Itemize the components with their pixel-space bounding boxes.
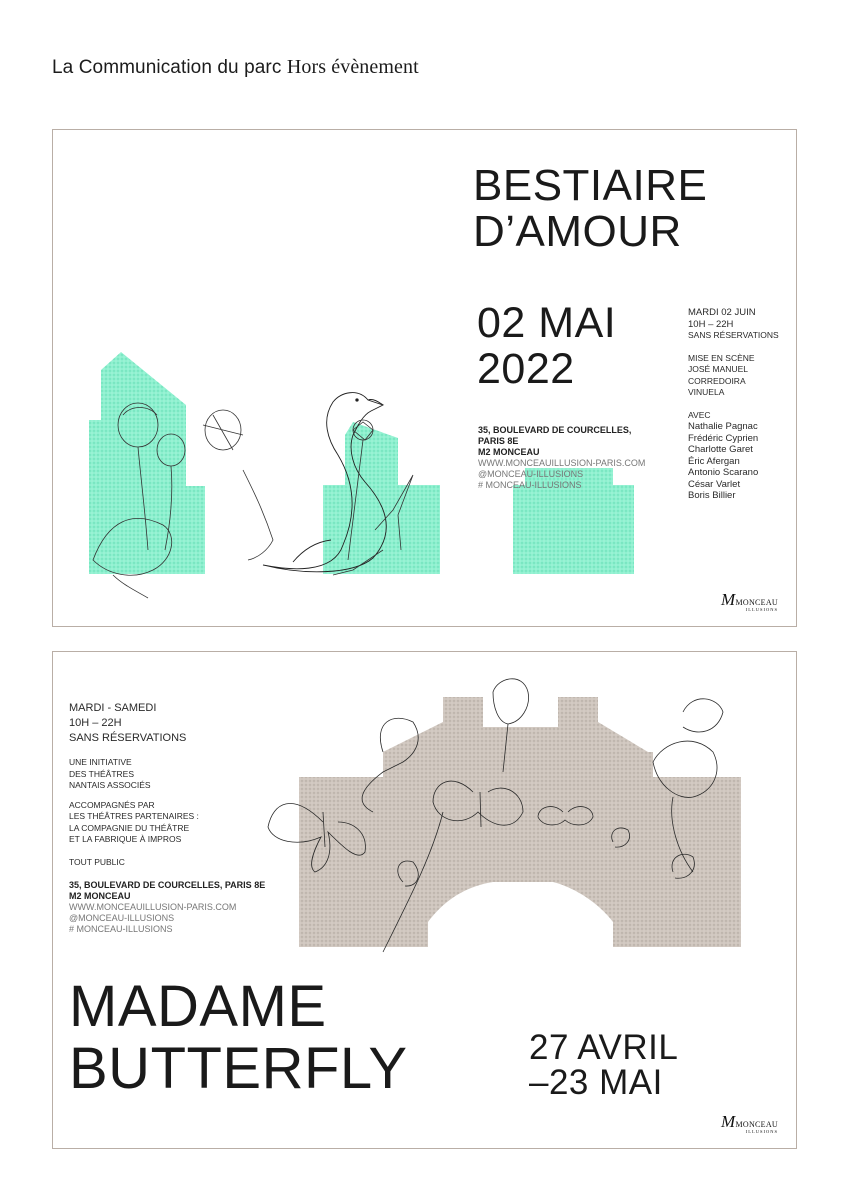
poster1-date-line2: 2022 <box>477 345 575 393</box>
poster1-cast-4: Antonio Scarano <box>688 467 759 478</box>
poster2-title-line2: BUTTERFLY <box>69 1036 408 1101</box>
poster2-initiative-2: NANTAIS ASSOCIÉS <box>69 780 151 790</box>
poster2-audience: TOUT PUBLIC <box>69 856 125 867</box>
poster2-link-0: WWW.MONCEAUILLUSION-PARIS.COM <box>69 902 237 912</box>
poster2-logo-text: MONCEAU <box>735 1120 779 1129</box>
poster2-link-2: # MONCEAU-ILLUSIONS <box>69 924 173 934</box>
poster2-title <box>69 976 408 1100</box>
header-serif-text: Hors évènement <box>286 56 419 78</box>
poster1-cast-0: Nathalie Pagnac <box>688 421 758 432</box>
poster1-title <box>473 163 707 255</box>
poster2-partners-2: LA COMPAGNIE DU THÉÂTRE <box>69 822 190 833</box>
poster2-address-1: M2 MONCEAU <box>69 891 131 901</box>
poster1-address-2: M2 MONCEAU <box>478 447 540 457</box>
poster1-logo-text: MONCEAU <box>735 598 779 607</box>
poster1-cast-label: AVEC <box>688 409 711 420</box>
poster1-link-2: # MONCEAU-ILLUSIONS <box>478 480 582 490</box>
poster1-cast-5: César Varlet <box>688 478 741 490</box>
poster2-info-column <box>69 701 265 935</box>
poster1-address-0: 35, BOULEVARD DE COURCELLES, <box>478 425 632 435</box>
poster2-date-line2: –23 MAI <box>529 1063 663 1102</box>
poster1-schedule-0: MARDI 02 JUIN <box>688 307 756 318</box>
poster1-direction-2: CORREDOIRA <box>688 375 746 386</box>
poster1-schedule-1: 10H – 22H <box>688 318 734 330</box>
poster1-link-0: WWW.MONCEAUILLUSION-PARIS.COM <box>478 458 646 468</box>
poster1-logo-sub: ILLUSIONS <box>745 607 779 612</box>
poster1-cast-2: Charlotte Garet <box>688 444 753 455</box>
poster1-title-line1: BESTIAIRE <box>473 161 708 210</box>
poster2-partners-0: ACCOMPAGNÉS PAR <box>69 799 155 810</box>
poster1-direction-1: JOSÉ MANUEL <box>688 364 748 374</box>
taupe-building-shape <box>299 697 741 947</box>
poster1-schedule-2: SANS RÉSERVATIONS <box>688 330 779 340</box>
poster2-title-line1: MADAME <box>69 974 327 1039</box>
poster2-link-1: @MONCEAU-ILLUSIONS <box>69 913 175 923</box>
poster1-link-1: @MONCEAU-ILLUSIONS <box>478 469 584 479</box>
poster1-cast-1: Frédéric Cyprien <box>688 432 759 444</box>
poster2-date-line1: 27 AVRIL <box>529 1028 679 1067</box>
poster2-partners-1: LES THÉÂTRES PARTENAIRES : <box>69 811 199 821</box>
poster1-date-line1: 02 MAI <box>477 299 617 347</box>
poster1-cast-3: Éric Afergan <box>688 455 740 467</box>
poster1-direction-0: MISE EN SCÈNE <box>688 352 755 363</box>
poster2-schedule-2: SANS RÉSERVATIONS <box>69 732 187 744</box>
poster2-schedule-1: 10H – 22H <box>69 717 122 729</box>
poster2-logo: MMONCEAU ILLUSIONS <box>721 1112 779 1134</box>
poster1-address-block <box>478 425 645 491</box>
header-main-text: La Communication du parc <box>52 57 282 78</box>
poster2-address-0: 35, BOULEVARD DE COURCELLES, PARIS 8E <box>69 880 266 890</box>
poster2-logo-sub: ILLUSIONS <box>745 1129 779 1134</box>
poster1-direction-3: VINUELA <box>688 387 725 397</box>
poster-bestiaire <box>52 129 797 627</box>
poster1-info-column <box>688 307 779 502</box>
poster-butterfly <box>52 651 797 1149</box>
poster2-initiative-1: DES THÉÂTRES <box>69 768 135 779</box>
poster1-cast-6: Boris Billier <box>688 490 736 501</box>
poster2-date <box>529 1030 678 1100</box>
poster1-logo: MMONCEAU ILLUSIONS <box>721 590 779 612</box>
poster2-partners-3: ET LA FABRIQUE À IMPROS <box>69 834 182 844</box>
poster2-schedule-0: MARDI - SAMEDI <box>69 702 157 714</box>
page-header <box>52 56 419 79</box>
poster1-address-1: PARIS 8E <box>478 436 519 446</box>
poster1-date <box>477 300 616 392</box>
poster1-title-line2: D’AMOUR <box>473 207 682 256</box>
poster2-initiative-0: UNE INITIATIVE <box>69 757 132 767</box>
